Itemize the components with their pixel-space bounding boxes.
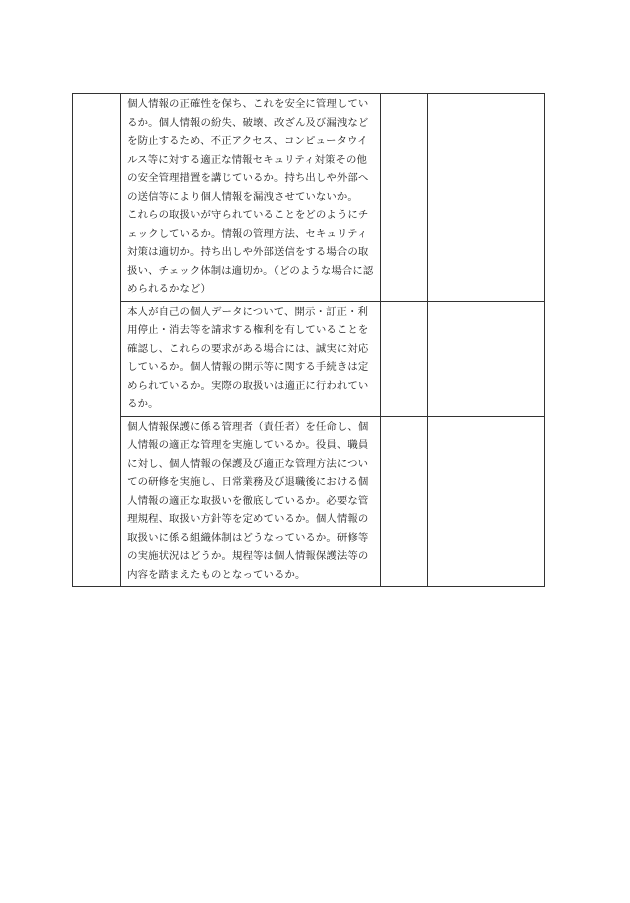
check-item-text: 個人情報保護に係る管理者（責任者）を任命し、個人情報の適正な管理を実施しているか。役員、職員に対し、個人情報の保護及び適正な管理方法についての研修を実施し、日常業務及び退職後における個人情報の適正な取扱いを徹底しているか。必要な管理規程、取扱い方針等を定めているか。個人情報の取扱いに係る組織体制はどうなっているか。研修等の実施状況はどうか。規程等は個人情報保護法等の内容を踏まえたものとなっているか。 xyxy=(127,420,369,581)
check-item-cell xyxy=(121,301,381,416)
check-item-cell xyxy=(121,94,381,302)
check-item-text: 本人が自己の個人データについて、開示・訂正・利用停止・消去等を請求する権利を有していることを確認し、これらの要求がある場合には、誠実に対応しているか。個人情報の開示等に関する手続きは定められているか。実際の取扱いは適正に行われているか。 xyxy=(127,305,369,410)
checklist-table xyxy=(72,93,545,587)
table-row xyxy=(73,301,545,416)
remarks-cell[interactable] xyxy=(427,416,544,587)
result-cell[interactable] xyxy=(380,416,427,587)
check-item-text: 個人情報の正確性を保ち、これを安全に管理しているか。個人情報の紛失、破壊、改ざん及び漏洩などを防止するため、不正アクセス、コンピュータウイルス等に対する適正な情報セキュリティ対策その他の安全管理措置を講じているか。持ち出しや外部への送信等により個人情報を漏洩させていないか。 xyxy=(127,98,369,203)
check-item-cell xyxy=(121,416,381,587)
remarks-cell[interactable] xyxy=(427,301,544,416)
table-row xyxy=(73,94,545,302)
result-cell[interactable] xyxy=(380,301,427,416)
remarks-cell[interactable] xyxy=(427,94,544,302)
result-cell[interactable] xyxy=(380,94,427,302)
table-row xyxy=(73,416,545,587)
check-item-text: これらの取扱いが守られていることをどのようにチェックしているか。情報の管理方法、セキュリティ対策は適切か。持ち出しや外部送信をする場合の取扱い、チェック体制は適切か。（どのような場合に認められるかなど） xyxy=(127,209,374,295)
category-cell xyxy=(73,94,121,587)
